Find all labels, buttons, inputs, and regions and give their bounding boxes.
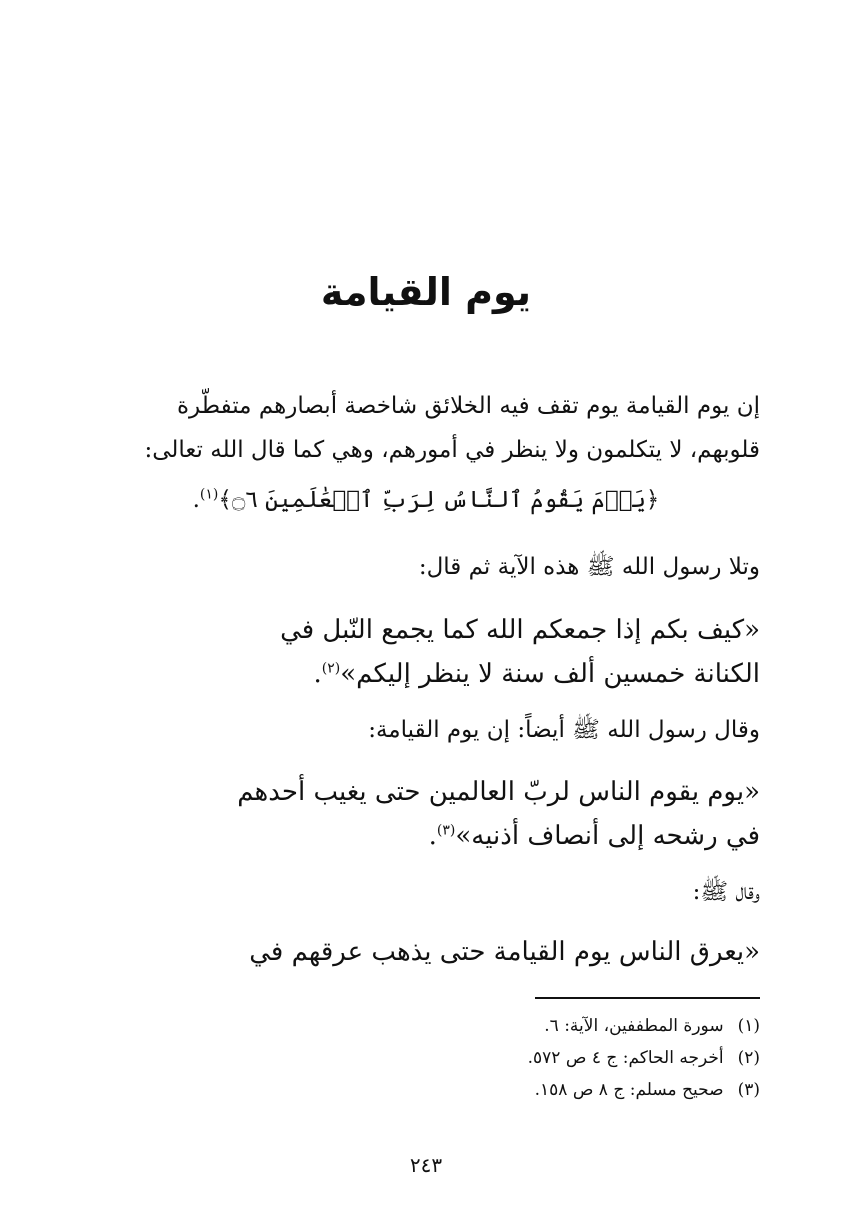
hadith-2-end: . <box>428 821 437 851</box>
footnote-2 <box>528 1045 760 1071</box>
hadith-1-end: . <box>313 659 322 689</box>
paragraph-line-1: إن يوم القيامة يوم تقف فيه الخلائق شاخصة أبصارهم متفطّرة <box>177 393 760 419</box>
footnote-3 <box>535 1077 760 1103</box>
paragraph-line-2: قلوبهم، لا يتكلمون ولا ينظر في أمورهم، وهي كما قال الله تعالى: <box>144 437 760 463</box>
footnote-1-number: (١) <box>737 1016 760 1036</box>
hadith-2-line-2-text: في رشحه إلى أنصاف أذنيه» <box>455 821 760 851</box>
verse-end: . <box>192 487 200 513</box>
hadith-2-line-1: «يوم يقوم الناس لربّ العالمين حتى يغيب أحدهم <box>237 777 760 807</box>
hadith-1-line-2 <box>314 656 760 692</box>
hadith-intro-2: وقال رسول الله ﷺ أيضاً: إن يوم القيامة: <box>368 717 760 743</box>
chapter-title: يوم القيامة <box>320 270 532 314</box>
verse-text: ﴿يَوۡمَ يَقُومُ ٱلنَّاسُ لِرَبِّ ٱلۡعَٰلَمِينَ ۝٦﴾ <box>218 487 660 513</box>
hadith-3-line-1: «يعرق الناس يوم القيامة حتى يذهب عرقهم في <box>249 937 760 967</box>
footnote-2-text: أخرجه الحاكم: ج ٤ ص ٥٧٢. <box>527 1048 724 1068</box>
hadith-1-line-2-text: الكنانة خمسين ألف سنة لا ينظر إليكم» <box>340 659 760 689</box>
hadith-2-line-2 <box>429 818 760 854</box>
hadith-1-line-1: «كيف بكم إذا جمعكم الله كما يجمع النّبل في <box>280 615 760 645</box>
hadith-2-footnote-ref: (٣) <box>436 822 456 839</box>
hadith-intro-1: وتلا رسول الله ﷺ هذه الآية ثم قال: <box>418 554 760 580</box>
page-number: ٢٤٣ <box>409 1153 443 1177</box>
hadith-intro-3: وقال ﷺ: <box>692 879 760 905</box>
verse-footnote-ref: (١) <box>199 486 219 503</box>
footnote-2-number: (٢) <box>737 1048 760 1068</box>
hadith-1-footnote-ref: (٢) <box>321 660 341 677</box>
footnote-3-text: صحيح مسلم: ج ٨ ص ١٥٨. <box>534 1080 724 1100</box>
footnote-divider <box>535 997 760 999</box>
quran-verse <box>0 482 852 518</box>
footnote-1 <box>544 1013 760 1039</box>
footnote-3-number: (٣) <box>737 1080 760 1100</box>
footnote-1-text: سورة المطففين، الآية: ٦. <box>544 1016 724 1036</box>
